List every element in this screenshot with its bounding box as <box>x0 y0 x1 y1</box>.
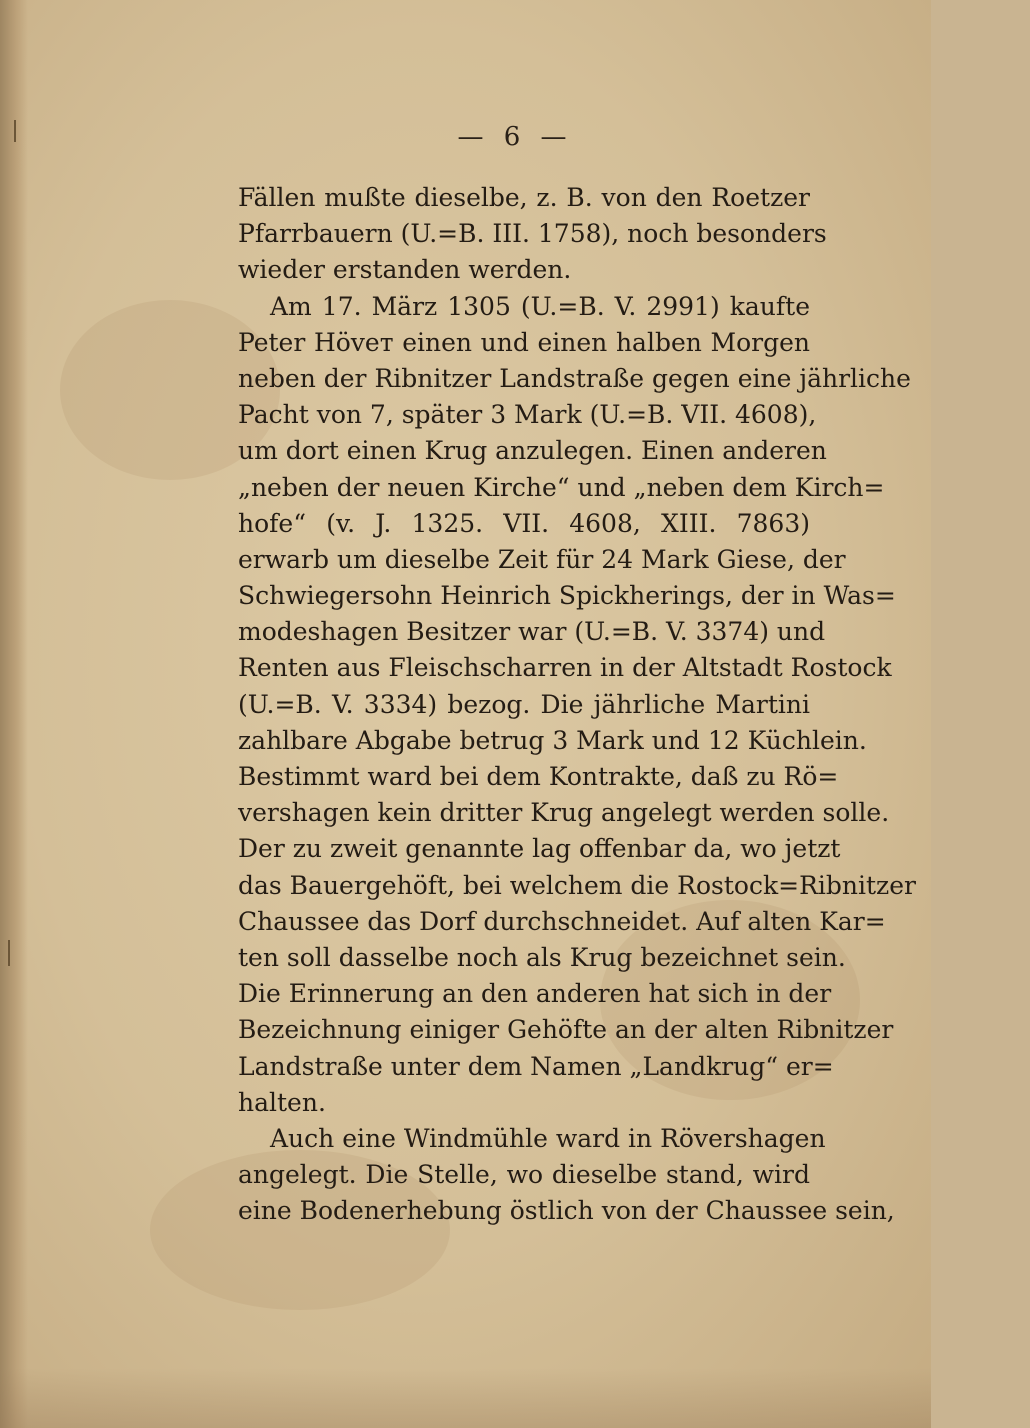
text-line: um dort einen Krug anzulegen. Einen anderen <box>238 436 827 466</box>
text-line: das Bauergehöft, bei welchem die Rostock=Ribnitzer <box>238 870 916 900</box>
text-line: Fällen mußte dieselbe, z. B. von den Roetzer <box>238 183 810 212</box>
text-line: modeshagen Besitzer war (U.=B. V. 3374) und <box>238 617 826 647</box>
text-line: vershagen kein dritter Krug angelegt werden solle. <box>238 798 890 828</box>
text-line: Schwiegersohn Heinrich Spickherings, der in Was= <box>238 581 896 611</box>
body-text <box>238 180 916 1229</box>
text-line: Bestimmt ward bei dem Kontrakte, daß zu Rö= <box>238 762 839 791</box>
text-line: Der zu zweit genannte lag offenbar da, wo jetzt <box>238 834 841 864</box>
text-line: Renten aus Fleischscharren in der Altstadt Rostock <box>238 653 892 683</box>
text-line: hofe“ (v. J. 1325. VII. 4608, XIII. 7863) <box>238 508 810 538</box>
text-line: Peter Höveт einen und einen halben Morgen <box>238 327 810 357</box>
page-number: — 6 — <box>457 122 573 152</box>
text-line: Pfarrbauern (U.=B. III. 1758), noch besonders <box>238 219 827 249</box>
text-line: ten soll dasselbe noch als Krug bezeichnet sein. <box>238 942 846 972</box>
text-line: neben der Ribnitzer Landstraße gegen eine jährliche <box>238 363 911 393</box>
margin-mark <box>8 940 10 966</box>
text-line: „neben der neuen Kirche“ und „neben dem Kirch= <box>238 472 885 502</box>
text-line: Chaussee das Dorf durchschneidet. Auf alten Kar= <box>238 906 886 936</box>
text-line: (U.=B. V. 3334) bezog. Die jährliche Martini <box>238 689 810 719</box>
text-line: erwarb um dieselbe Zeit für 24 Mark Giese, der <box>238 544 846 574</box>
text-line: Am 17. März 1305 (U.=B. V. 2991) kaufte <box>270 291 810 321</box>
text-line: zahlbare Abgabe betrug 3 Mark und 12 Küchlein. <box>238 725 867 755</box>
text-line: wieder erstanden werden. <box>238 255 572 285</box>
text-line: eine Bodenerhebung östlich von der Chaussee sein, <box>238 1196 895 1226</box>
text-line: Landstraße unter dem Namen „Landkrug“ er= <box>238 1051 834 1081</box>
text-line: Die Erinnerung an den anderen hat sich in der <box>238 979 832 1009</box>
text-line: angelegt. Die Stelle, wo dieselbe stand, wird <box>238 1160 810 1190</box>
text-line: halten. <box>238 1087 326 1117</box>
text-line: Auch eine Windmühle ward in Rövershagen <box>270 1123 826 1153</box>
text-line: Pacht von 7, später 3 Mark (U.=B. VII. 4608), <box>238 400 817 430</box>
text-line: Bezeichnung einiger Gehöfte an der alten Ribnitzer <box>238 1015 894 1045</box>
